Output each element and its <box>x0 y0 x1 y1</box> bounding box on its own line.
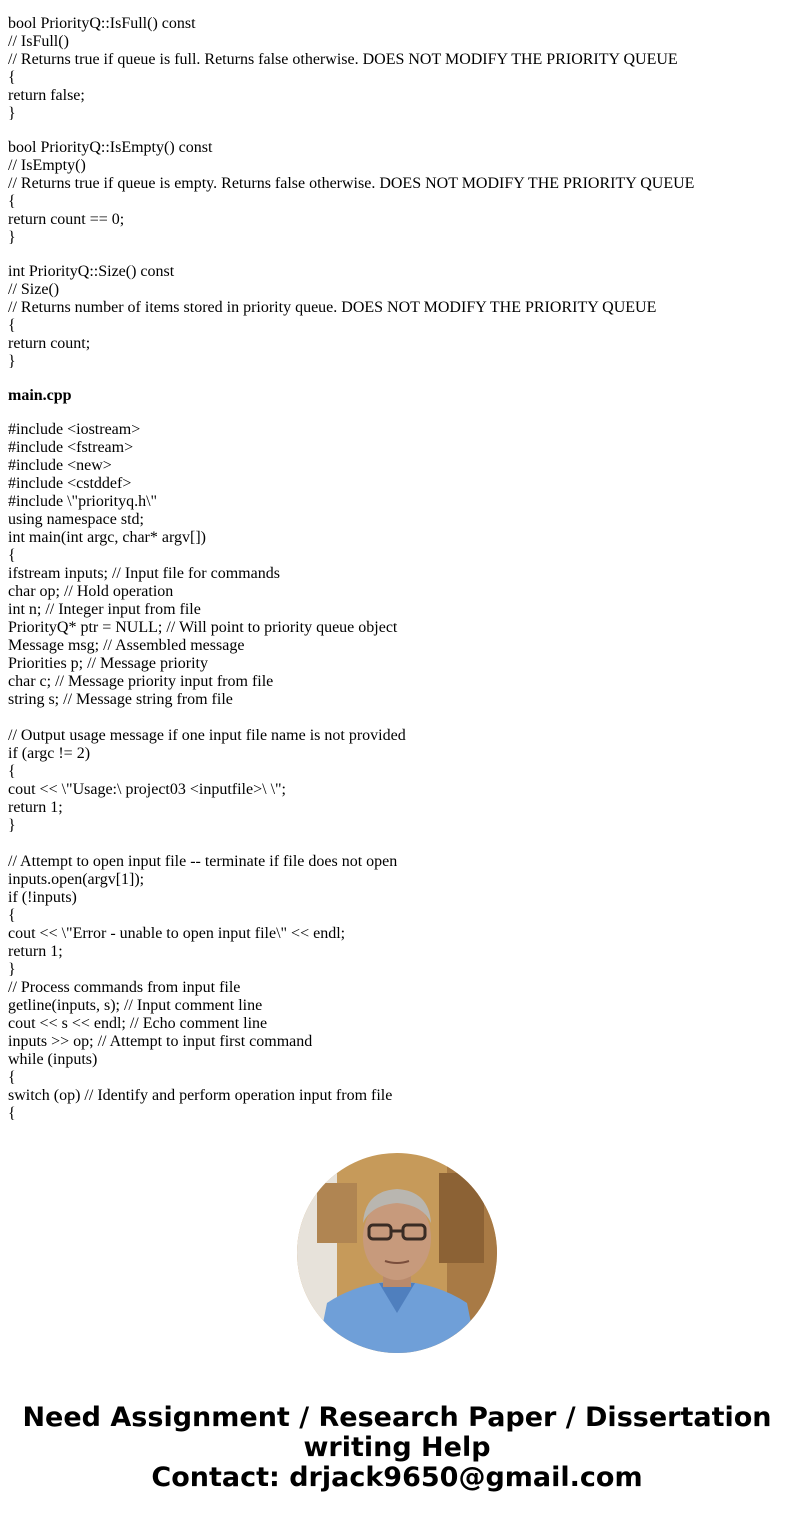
code-line: inputs.open(argv[1]); <box>8 871 145 888</box>
promo-line-1: Need Assignment / Research Paper / Dissertation <box>22 1402 772 1433</box>
code-line: { <box>8 69 16 86</box>
code-block-isempty <box>8 139 788 247</box>
code-line: return 1; <box>8 943 63 960</box>
code-line: { <box>8 763 16 780</box>
code-line: { <box>8 1069 16 1086</box>
code-line: } <box>8 105 16 122</box>
code-line: if (!inputs) <box>8 889 77 906</box>
main-cpp-title: main.cpp <box>8 387 72 404</box>
code-line: // Returns true if queue is full. Returns false otherwise. DOES NOT MODIFY THE PRIORITY QUEUE <box>8 51 678 68</box>
author-portrait <box>297 1153 497 1353</box>
code-line: { <box>8 317 16 334</box>
code-line: } <box>8 817 16 834</box>
code-line: return count == 0; <box>8 211 125 228</box>
code-line: cout << s << endl; // Echo comment line <box>8 1015 268 1032</box>
code-line: getline(inputs, s); // Input comment line <box>8 997 263 1014</box>
code-line: int main(int argc, char* argv[]) <box>8 529 206 546</box>
code-line: switch (op) // Identify and perform operation input from file <box>8 1087 393 1104</box>
code-line: inputs >> op; // Attempt to input first command <box>8 1033 313 1050</box>
code-line: // Process commands from input file <box>8 979 241 996</box>
code-line: { <box>8 907 16 924</box>
code-line: #include \"priorityq.h\" <box>8 493 158 510</box>
code-line: #include <iostream> <box>8 421 141 438</box>
code-line: cout << \"Usage:\ project03 <inputfile>\ \"; <box>8 781 286 798</box>
code-line: PriorityQ* ptr = NULL; // Will point to priority queue object <box>8 619 398 636</box>
code-line: Message msg; // Assembled message <box>8 637 245 654</box>
code-line: int n; // Integer input from file <box>8 601 201 618</box>
code-line: if (argc != 2) <box>8 745 91 762</box>
code-line: return count; <box>8 335 91 352</box>
code-line: bool PriorityQ::IsEmpty() const <box>8 139 213 156</box>
code-line: int PriorityQ::Size() const <box>8 263 175 280</box>
code-block-isfull <box>8 15 788 123</box>
code-line: #include <cstddef> <box>8 475 132 492</box>
code-line: // Size() <box>8 281 60 298</box>
code-line: using namespace std; <box>8 511 144 528</box>
code-line: char op; // Hold operation <box>8 583 174 600</box>
code-blocks <box>8 15 788 371</box>
main-cpp-code <box>8 421 788 1123</box>
code-line: return false; <box>8 87 85 104</box>
code-line: ifstream inputs; // Input file for commands <box>8 565 280 582</box>
code-line: } <box>8 961 16 978</box>
code-line: // IsFull() <box>8 33 69 50</box>
promo-contact: Contact: drjack9650@gmail.com <box>151 1462 643 1493</box>
promo-line-2: writing Help <box>303 1432 491 1463</box>
code-line: string s; // Message string from file <box>8 691 233 708</box>
blank-line <box>8 709 788 727</box>
code-block-size <box>8 263 788 371</box>
code-line: { <box>8 1105 16 1122</box>
code-line: // Returns true if queue is empty. Returns false otherwise. DOES NOT MODIFY THE PRIORITY QUEUE <box>8 175 695 192</box>
code-line: Priorities p; // Message priority <box>8 655 208 672</box>
code-line: { <box>8 547 16 564</box>
author-avatar <box>297 1153 497 1353</box>
code-line: #include <new> <box>8 457 112 474</box>
code-line: // IsEmpty() <box>8 157 86 174</box>
code-line: } <box>8 353 16 370</box>
code-line: { <box>8 193 16 210</box>
code-line: } <box>8 229 16 246</box>
code-line: char c; // Message priority input from file <box>8 673 274 690</box>
code-line: // Returns number of items stored in priority queue. DOES NOT MODIFY THE PRIORITY QUEUE <box>8 299 657 316</box>
code-line: // Attempt to open input file -- terminate if file does not open <box>8 853 398 870</box>
blank-line <box>8 835 788 853</box>
promo-banner <box>0 1403 794 1493</box>
code-line: // Output usage message if one input file name is not provided <box>8 727 406 744</box>
code-line: return 1; <box>8 799 63 816</box>
code-line: while (inputs) <box>8 1051 98 1068</box>
code-line: bool PriorityQ::IsFull() const <box>8 15 196 32</box>
code-line: #include <fstream> <box>8 439 134 456</box>
code-line: cout << \"Error - unable to open input file\" << endl; <box>8 925 346 942</box>
document-content <box>8 15 788 1123</box>
